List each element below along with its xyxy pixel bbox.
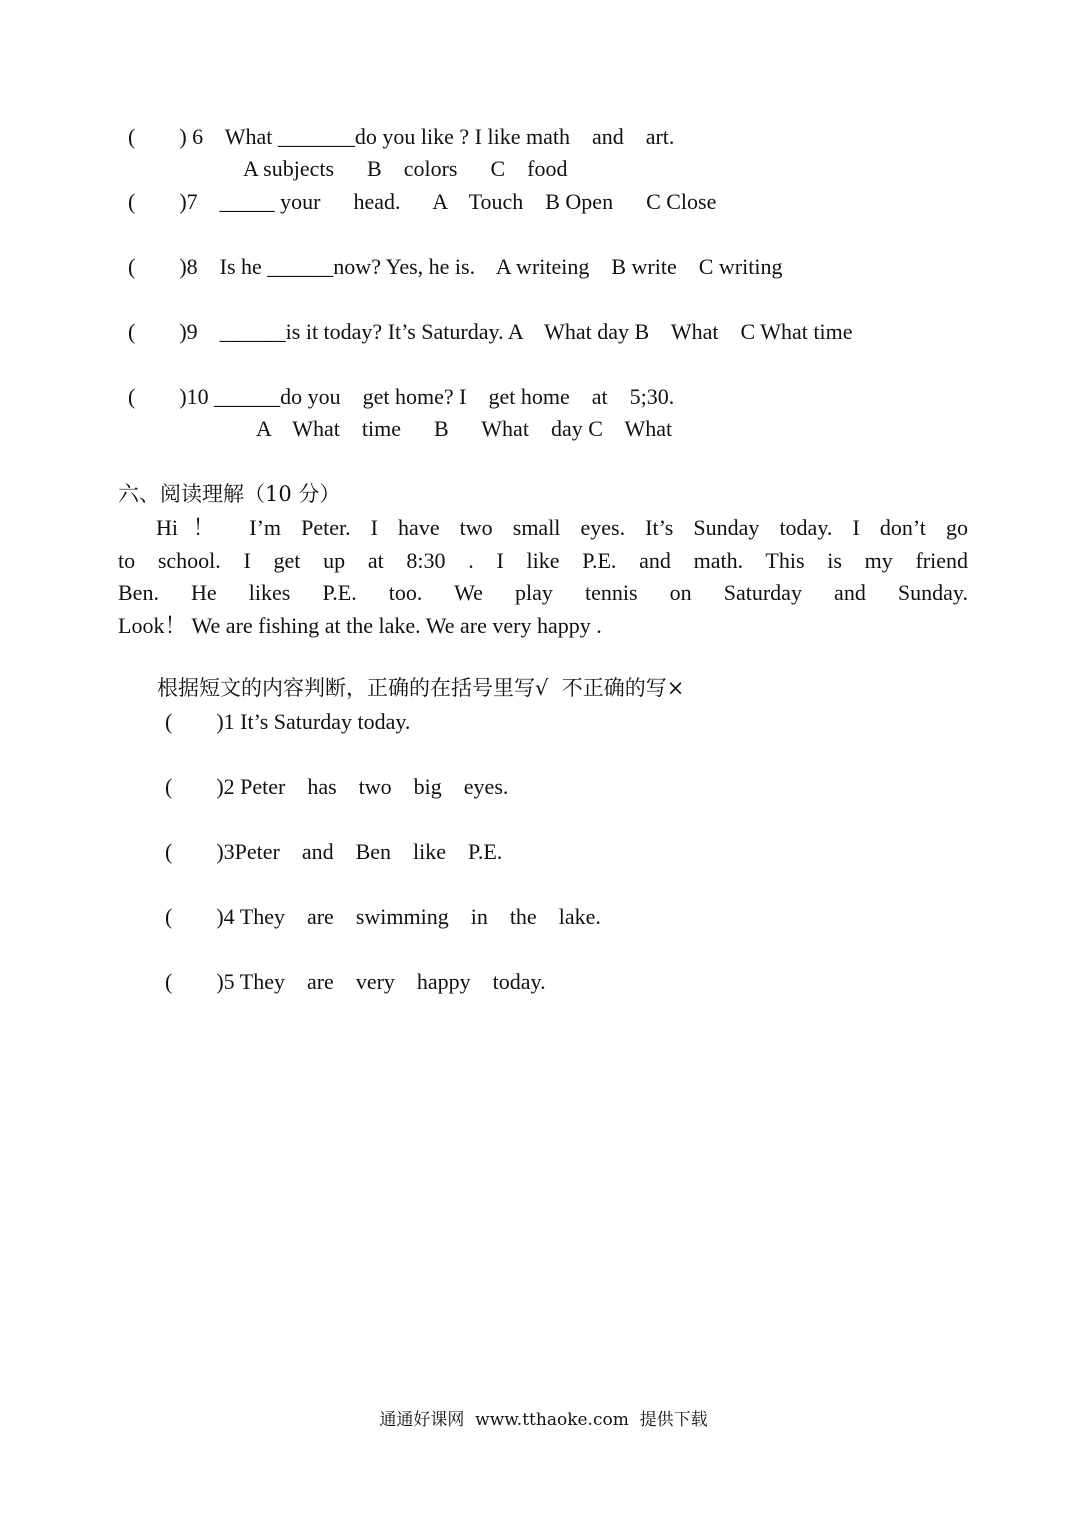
statement-1: ( )1 It’s Saturday today. [165,709,411,734]
statement-3: ( )3Peter and Ben like P.E. [165,839,503,864]
question-7-stem: ( )7 _____ your head. A Touch B Open C Close [128,189,717,214]
statement-2: ( )2 Peter has two big eyes. [165,774,509,799]
section-title: 六、阅读理解（10 分） [118,482,341,506]
question-10-options: A What time B What day C What [256,416,673,441]
statement-4: ( )4 They are swimming in the lake. [165,904,601,929]
question-8-stem: ( )8 Is he ______now? Yes, he is. A writeing B write C writing [128,254,783,279]
passage-line: Ben. He likes P.E. too. We play tennis on Saturday and Sunday. [118,580,968,605]
passage-line: Hi！ I’m Peter. I have two small eyes. It’s Sunday today. I don’t go [156,515,968,540]
question-9-stem: ( )9 ______is it today? It’s Saturday. A What day B What C What time [128,319,853,344]
judgement-instruction: 根据短文的内容判断，正确的在括号里写√ 不正确的写× [157,676,685,700]
passage-line: Look！ We are fishing at the lake. We are very happy . [118,612,602,638]
page-footer: 通通好课网 www.tthaoke.com 提供下载 [379,1410,708,1430]
reading-passage [118,512,968,642]
passage-line: to school. I get up at 8:30 . I like P.E. and math. This is my friend [118,547,968,573]
statement-5: ( )5 They are very happy today. [165,969,546,994]
question-10-stem: ( )10 ______do you get home? I get home at 5;30. [128,384,675,409]
question-6-options: A subjects B colors C food [243,156,568,181]
question-6-stem: ( ) 6 What _______do you like ? I like math and art. [128,124,675,149]
